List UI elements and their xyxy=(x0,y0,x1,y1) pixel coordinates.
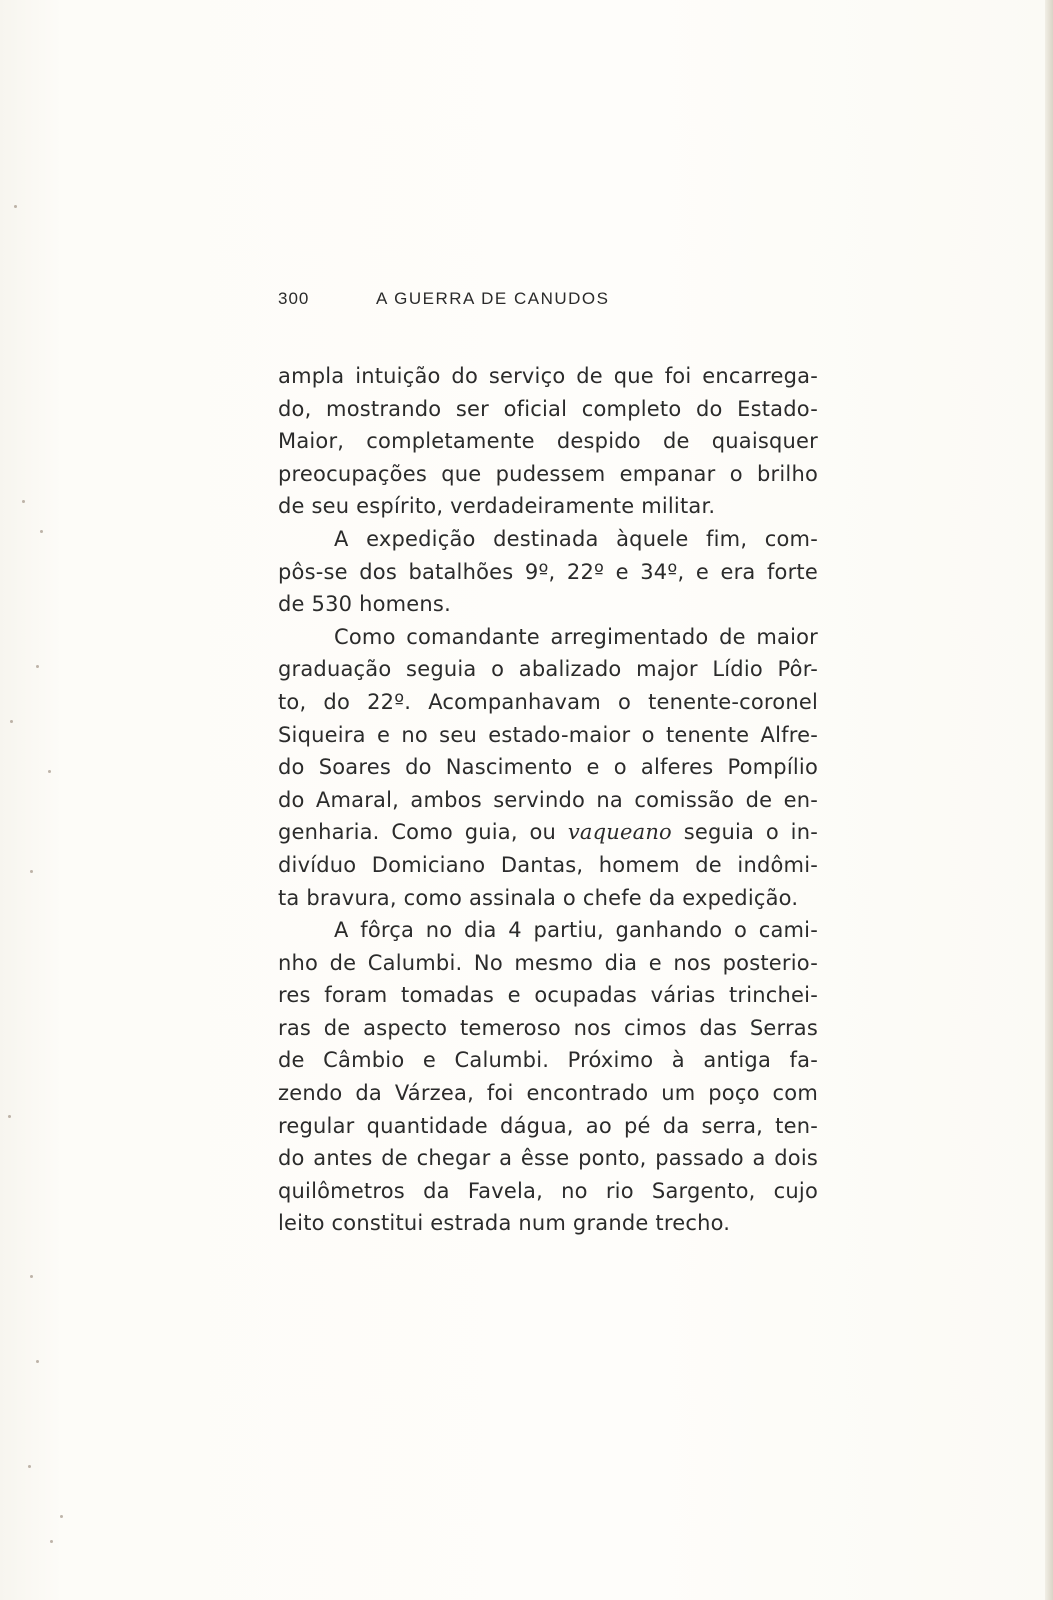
paper-speck xyxy=(8,1115,11,1118)
text-line: to, do 22º. Acompanhavam o tenente-coronel xyxy=(278,689,818,714)
paper-speck xyxy=(36,1360,39,1363)
text-line: regular quantidade dágua, ao pé da serra, ten- xyxy=(278,1113,818,1138)
page-edge xyxy=(1045,0,1053,1600)
paper-speck xyxy=(28,1465,31,1468)
paper-speck xyxy=(30,870,33,873)
paper-speck xyxy=(60,1515,63,1518)
body-text xyxy=(278,360,818,1240)
text-line: divíduo Domiciano Dantas, homem de indômi- xyxy=(278,852,818,877)
text-segment: genharia. Como guia, ou xyxy=(278,820,557,845)
italic-term: vaqueano xyxy=(567,820,672,845)
text-line: ta bravura, como assinala o chefe da expedição. xyxy=(278,885,799,910)
text-line: ampla intuição do serviço de que foi encarrega- xyxy=(278,364,818,388)
paper-speck xyxy=(40,530,43,533)
page-header xyxy=(278,289,698,309)
paper-speck xyxy=(48,770,51,773)
text-line: de 530 homens. xyxy=(278,592,451,617)
text-line-with-italic xyxy=(278,816,818,849)
text-line: do Soares do Nascimento e o alferes Pompílio xyxy=(278,755,818,780)
paper-speck xyxy=(22,500,25,503)
text-line: leito constitui estrada num grande trecho. xyxy=(278,1211,731,1236)
text-line: nho de Calumbi. No mesmo dia e nos posterio- xyxy=(278,950,818,975)
paper-speck xyxy=(50,1540,53,1543)
text-line: de Câmbio e Calumbi. Próximo à antiga fa- xyxy=(278,1048,818,1073)
text-line: graduação seguia o abalizado major Lídio Pôr- xyxy=(278,657,818,682)
paper-speck xyxy=(30,1275,33,1278)
running-title: A GUERRA DE CANUDOS xyxy=(376,289,610,308)
text-line: A fôrça no dia 4 partiu, ganhando o cami- xyxy=(334,918,818,943)
text-line: pôs-se dos batalhões 9º, 22º e 34º, e era forte xyxy=(278,559,818,584)
text-line: do antes de chegar a êsse ponto, passado a dois xyxy=(278,1146,818,1171)
text-line: do Amaral, ambos servindo na comissão de en- xyxy=(278,787,818,812)
text-line: Maior, completamente despido de quaisquer xyxy=(278,429,818,454)
page-number: 300 xyxy=(278,289,310,308)
text-line: A expedição destinada àquele fim, com- xyxy=(334,526,818,551)
text-segment: seguia o in- xyxy=(683,820,818,845)
text-line: Siqueira e no seu estado-maior o tenente Alfre- xyxy=(278,722,818,747)
text-line: res foram tomadas e ocupadas várias trinchei- xyxy=(278,983,818,1008)
paper-speck xyxy=(36,665,39,668)
text-line: zendo da Várzea, foi encontrado um poço com xyxy=(278,1081,818,1106)
text-line: ras de aspecto temeroso nos cimos das Serras xyxy=(278,1015,818,1040)
paper-speck xyxy=(10,720,13,723)
paper-speck xyxy=(14,205,17,208)
text-line: Como comandante arregimentado de maior xyxy=(334,624,818,649)
text-line: do, mostrando ser oficial completo do Estado- xyxy=(278,396,818,421)
text-line: preocupações que pudessem empanar o brilho xyxy=(278,461,818,486)
text-line: quilômetros da Favela, no rio Sargento, cujo xyxy=(278,1178,818,1203)
text-line: de seu espírito, verdadeiramente militar. xyxy=(278,494,716,519)
